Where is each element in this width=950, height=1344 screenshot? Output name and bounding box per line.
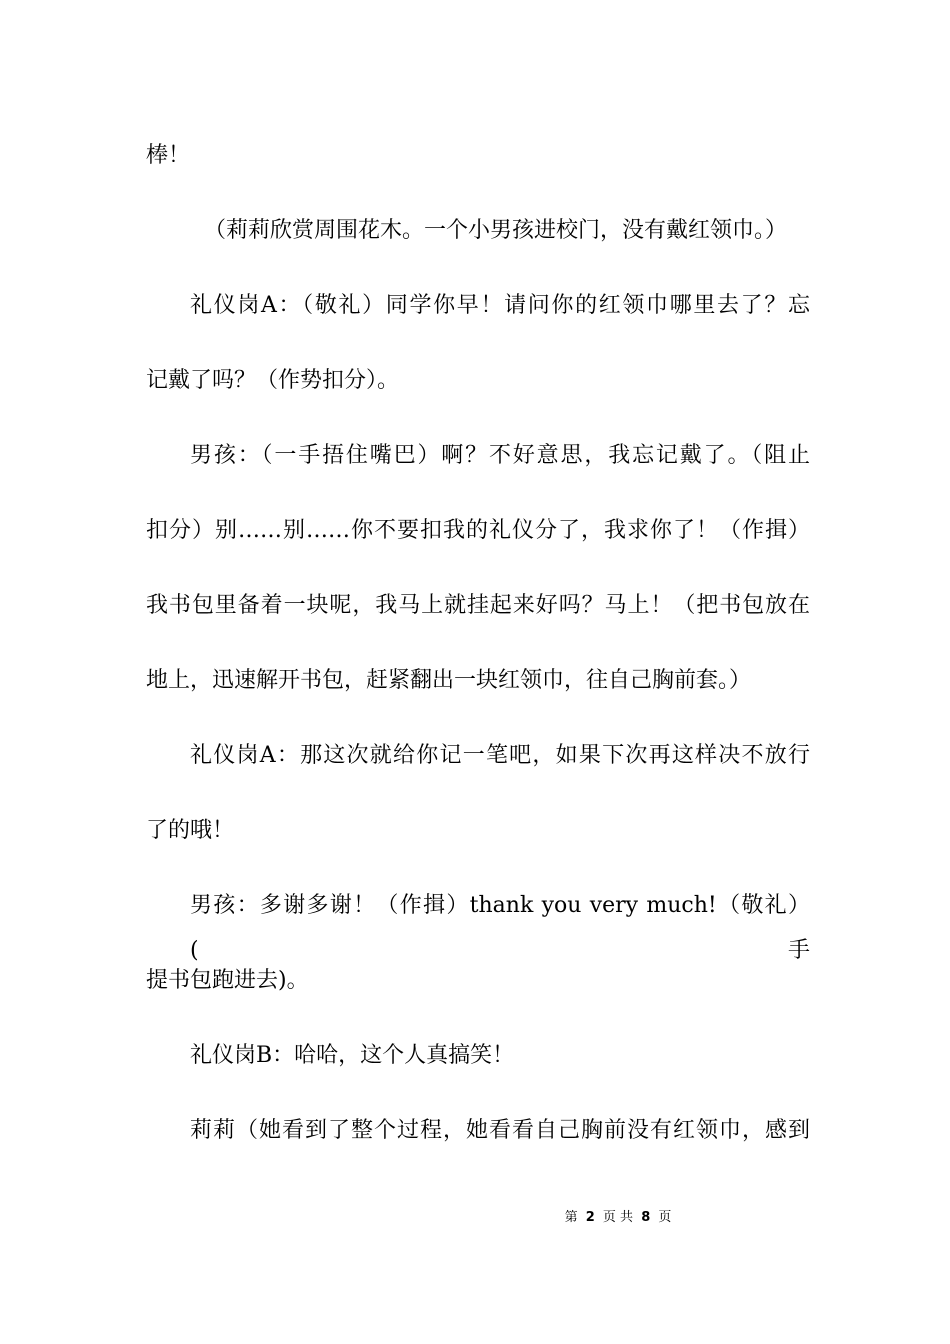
text-line: 我书包里备着一块呢，我马上就挂起来好吗？马上！（把书包放在 <box>146 593 810 618</box>
document-body <box>146 133 810 1183</box>
total-pages-number: 8 <box>641 1210 651 1225</box>
text-line: 礼仪岗A：那这次就给你记一笔吧，如果下次再这样决不放行 <box>190 743 810 768</box>
text-line: 男孩：多谢多谢！（作揖）thank you very much!（敬礼）(手 <box>190 893 810 963</box>
text-line: 提书包跑进去)。 <box>146 968 309 993</box>
text-line: 莉莉（她看到了整个过程，她看看自己胸前没有红领巾，感到 <box>190 1118 810 1143</box>
footer-middle: 页 共 <box>602 1210 634 1225</box>
text-line: 记戴了吗？（作势扣分）。 <box>146 368 400 393</box>
text-line: 扣分）别……别……你不要扣我的礼仪分了，我求你了！（作揖） <box>146 518 810 543</box>
text-line: 地上，迅速解开书包，赶紧翻出一块红领巾，往自己胸前套。） <box>146 668 752 693</box>
text-line: 礼仪岗B：哈哈，这个人真搞笑！ <box>190 1043 515 1068</box>
current-page-number: 2 <box>585 1210 595 1225</box>
text-line: 棒！ <box>146 143 191 168</box>
text-line: （莉莉欣赏周围花木。一个小男孩进校门，没有戴红领巾。） <box>204 218 788 243</box>
footer-prefix: 第 <box>564 1210 578 1225</box>
footer-suffix: 页 <box>658 1210 672 1225</box>
text-line: 男孩：（一手捂住嘴巴）啊？不好意思，我忘记戴了。（阻止 <box>190 443 810 468</box>
text-line: 礼仪岗A：（敬礼）同学你早！请问你的红领巾哪里去了？忘 <box>190 293 810 318</box>
text-line: 了的哦！ <box>146 818 235 843</box>
page-footer <box>0 1206 950 1225</box>
